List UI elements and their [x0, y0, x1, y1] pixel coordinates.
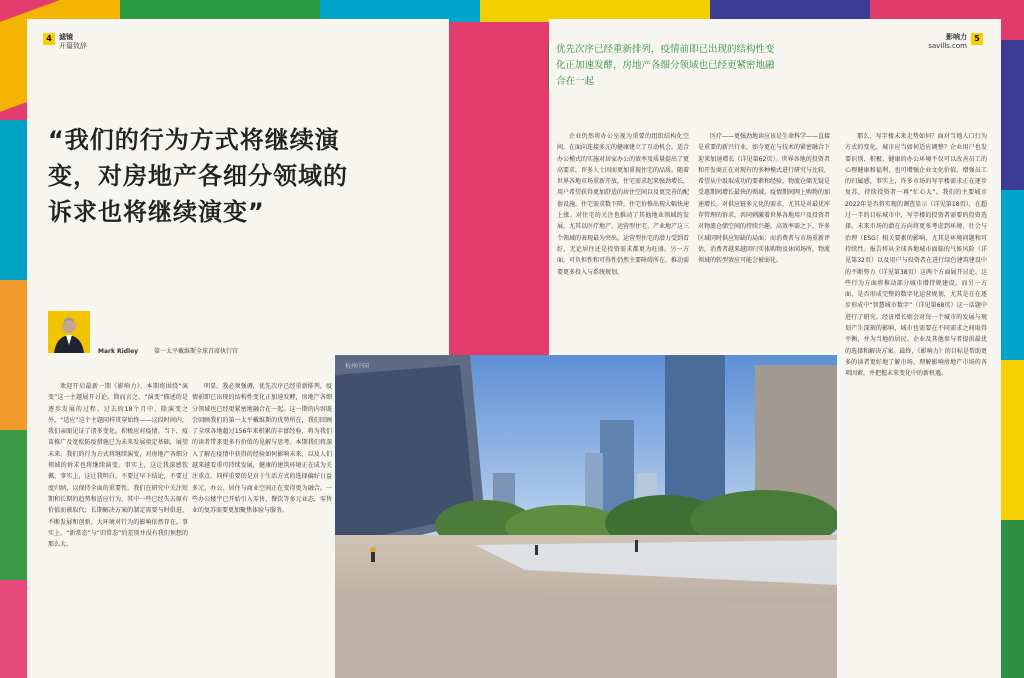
city-photo [335, 355, 837, 678]
author-credit [98, 346, 238, 355]
website-label: savills.com [928, 42, 967, 50]
section-label: 滤镜 [59, 33, 73, 41]
body-column-2: 明显。我必须强调，优先次序已经重新排列，疫情前即已出现的结构性变化正加速发酵，房地产各细分领域也已经更紧密地融合在一起。这一期的内容既会回顾我们的第一太平戴维斯的优势所在，我们回顾了全球各地超过156年来积累的丰富经验，将为我们的读者带来更多有价值的见解与思考。本期我们将深入了解在疫情中获得的经验如何影响未来，以及人们越来越看重可持续发展，健康的建筑环境正在成为关注重点。同样重要的是对于生活方式的选择偏好日益多元，办公、居住与商业空间正在变得更为融合。一些办公楼宇已开始引入零售、餐饮等多元业态，零售业的复苏需要更加聚焦体验与服务。 [192, 383, 332, 515]
page-number: 5 [971, 33, 983, 45]
author-name: Mark Ridley [98, 348, 139, 355]
right-folio [928, 33, 983, 51]
left-folio [43, 33, 87, 51]
author-portrait [48, 311, 90, 353]
page-number: 4 [43, 33, 55, 45]
section-label: 影响力 [946, 33, 967, 41]
subsection-label: 开篇致辞 [59, 42, 87, 50]
photo-watermark: 杭州中国 [345, 363, 370, 370]
author-title: 第一太平戴维斯全球首席执行官 [154, 348, 239, 355]
headline-quote: “我们的行为方式将继续演变，对房地产各细分领域的诉求也将继续演变” [48, 126, 348, 226]
body-column-3: 企业仍然将办公室视为重要的组织结构化空间，在面向连接多元的健康建立了互动机会。适合办公模式的实施对居家办公的效率及质量提出了更高要求，许多人士因而更加重视住宅的品质。随着世界各地市场重新开放，住宅需求起来强劲增长，用户希望获得更加舒适的居住空间以及更完善的配套设施，住宅需求数下降，住宅价格出现大幅快速上涨。对住宅的关注也推动了其他地业领域的发展，尤其以医疗地产、运营型住宅、产业地产这三个领域的表现最为突出。运营型住宅的潜力受到看好，无论居住还是投资需求都更为旺盛。另一方面，可负担性和可得性仍然主要障碍所在，推动需要更多投入与系统规划。 [557, 133, 689, 276]
pull-quote: 优先次序已经重新排列，疫情前即已出现的结构性变化正加速发酵，房地产各细分领域也已经更紧密地融合在一起 [548, 42, 778, 90]
body-column-1: 欢迎开启最新一期《影响力》，本期将围绕“演变”这一主题展开讨论。简而言之，“演变”描述的是逐步发展的过程。过去的18个月中，除演变之外，“适应”这个主题同样贯穿始终——这段时间内，我们亲眼见证了诸多变化。积极应对疫情。当下，疫苗推广及宽松防疫措施已为未来发展奠定基础，展望未来，我们的行为方式将继续演变，对房地产各细分领域的诉求也将继续演变。事实上，这让我深感钦佩。事实上，这让我明白，不要过早下结论，不要过度归纳，以保持全面的重要性。我们在研究中关注短期和长期的趋势和适应行为，其中一些已经失去原有价值而被取代；长期解决方案的制定需要与时俱进，不断发展和创新。大环境对行为的影响依然存在。事实上，“新常态”与“旧常态”的差别并没有我们预想的那么大。 [48, 383, 188, 549]
body-column-5: 那么，写字楼未来走势如何？面对当地人口行为方式的变化，城市应当如何适应调整？企业用户也发要识别，积极、健康的办公环境不仅可以改善员工的心理健康和福利，也可增强企业文化价值，增强员工的归属感。事实上，许多市场的写字楼需求正在逐步复苏，持续投资者一再“忙心大”。我们的主要城市2022年是否将实现的调查显示（详见第18页），在超过一半的目标城市中，写字楼的投资者需要的投资选择。未来市场的潜在方向将更多考虑到环境、社会与治理（ESG）相关要素的影响，尤其是环境问题和可持续性。报告将从全球各地城市面临的气候风险（详见第32页）以及用户与投资者在进行绿色建筑建设中的不断努力（详见第38页）这两个方面展开讨论。这些行为方面将推动部分城市增持规建设。而另一方面，是否形成完整的数字化运营规划，尤其是在在逐步形成中“智慧城市数字”（详见第68页）这一话题中进行了研究。经济增长则会对每一个城市的发展与规划产生深刻的影响，城市也需要在不同需求之间取得平衡，并为当地的居民、企业及其他参与者提供最优的选择和解决方案。最终，《影响力》的目标是帮助更多的读者更好地了解市场，理解影响房地产市场的各项因素，并把握未来变化中的新机遇。 [845, 133, 987, 378]
body-column-4: 医疗——更强劲地读应该是生命科学——直接是重要的新兴行业，如今更在与技术的紧密融合下迎来加速增长（详见第62页）。世界各地的投资者和开发商正在对现有的多种模式进行研究与比较，希望从中汲取成功的要素和经验。物流仓储无疑是受惠期间增长最快的领域。疫情期间网上购物的加速增长，对供应链多元化的需求，尤其是对最优库存管理的诉求，共同刺激着世界各地用户及投资者对物流仓储空间的持续兴趣。高效率需之下，许多区域同时供应短缺的局面；而消费者与市场重新评估，消费者越来越回归实体购物及休闲场所，物流领域的转型效应可能会被弱化。 [698, 133, 830, 265]
